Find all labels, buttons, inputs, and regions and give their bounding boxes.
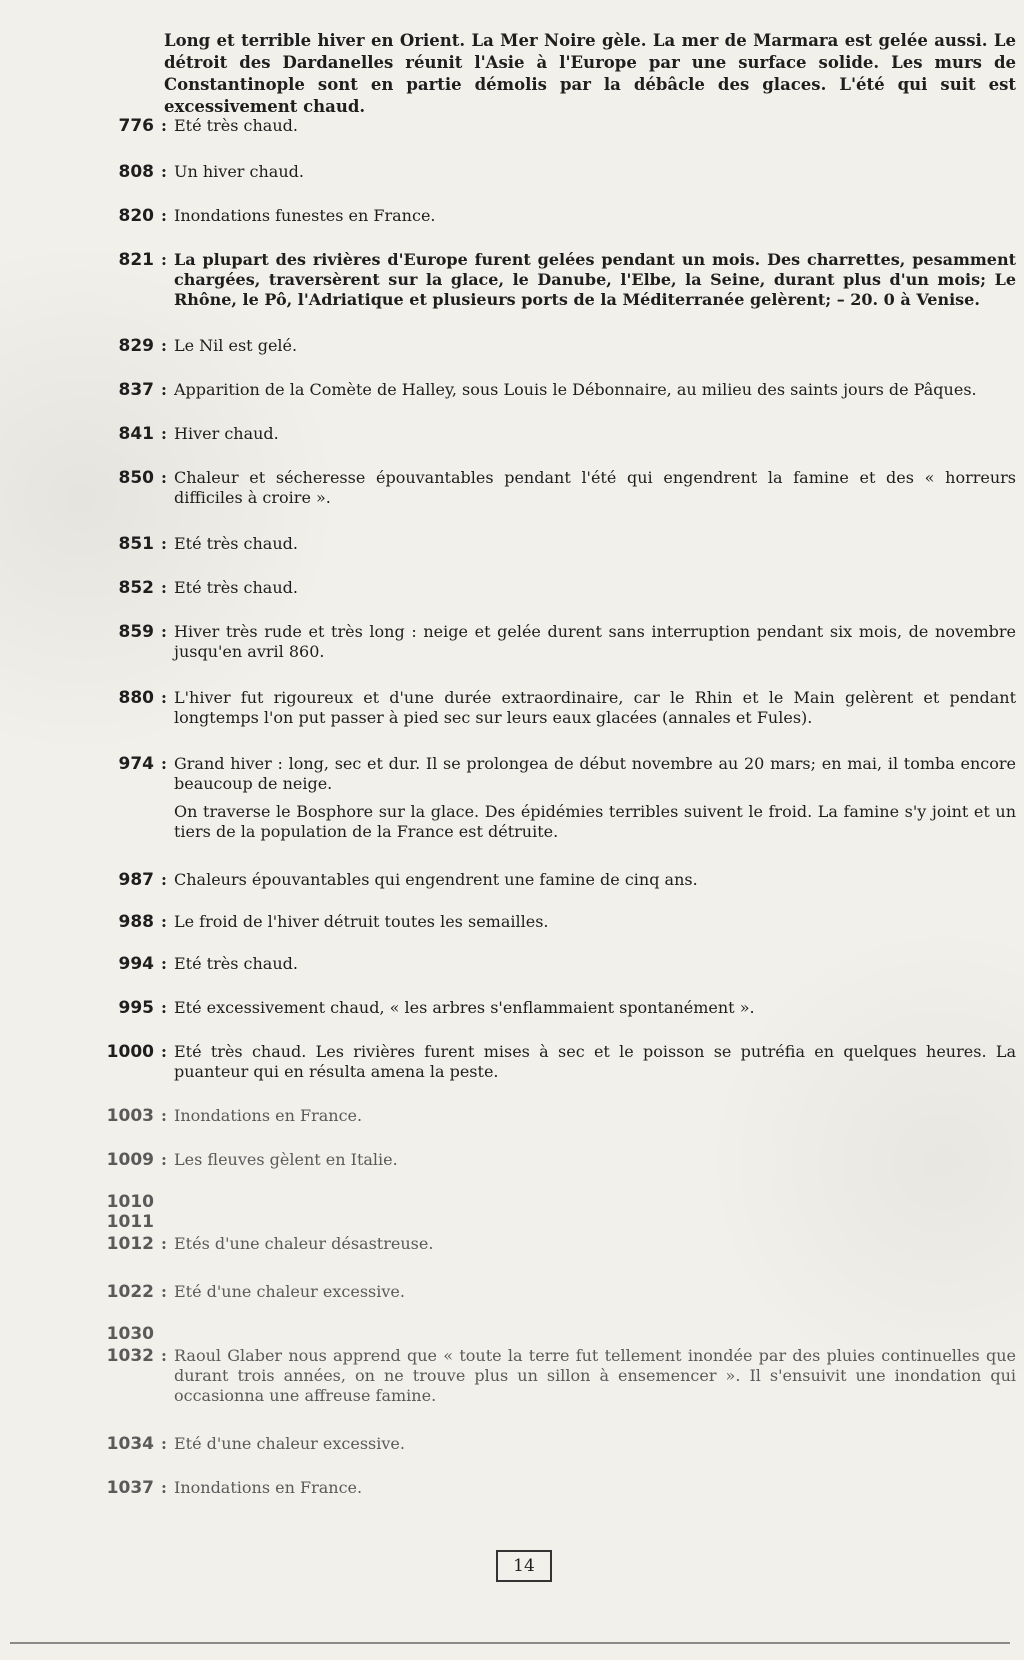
entry-separator: : [161, 688, 167, 707]
entry-year: 837 [118, 380, 154, 400]
entry-year: 880 [118, 688, 154, 708]
entry-text [174, 162, 1016, 182]
entry-year: 974 [118, 754, 154, 774]
entry-820 [90, 206, 1016, 226]
entry-837 [90, 380, 1016, 400]
entry-paragraph: L'hiver fut rigoureux et d'une durée extraordinaire, car le Rhin et le Main gelèrent et pendant longtemps l'on put passer à pied sec sur leurs eaux glacées (annales et Fules). [174, 688, 1016, 727]
entry-850 [90, 468, 1016, 508]
entry-1037 [90, 1478, 1016, 1498]
entry-paragraph: La plupart des rivières d'Europe furent gelées pendant un mois. Des charrettes, pesamment chargées, traversèrent sur la glace, le Danube, l'Elbe, la Seine, durant plus d'un mois; Le Rhône, le Pô, l'Adriatique et plusieurs ports de la Méditerranée gelèrent; – 20. 0 à Venise. [174, 250, 1016, 309]
entry-paragraph: Eté d'une chaleur excessive. [174, 1434, 405, 1453]
entry-text [174, 1282, 1016, 1302]
entry-year: 1009 [106, 1150, 154, 1170]
entry-paragraph: Chaleurs épouvantables qui engendrent une famine de cinq ans. [174, 870, 698, 889]
entry-separator: : [161, 1042, 167, 1061]
entry-separator: : [161, 1346, 167, 1365]
entry-paragraph: Eté d'une chaleur excessive. [174, 1282, 405, 1301]
entry-paragraph: Chaleur et sécheresse épouvantables pendant l'été qui engendrent la famine et des « horreurs difficiles à croire ». [174, 468, 1016, 507]
entry-paragraph: Les fleuves gèlent en Italie. [174, 1150, 398, 1169]
entry-paragraph: Eté très chaud. [174, 954, 298, 973]
entry-year: 987 [118, 870, 154, 890]
entry-1009 [90, 1150, 1016, 1170]
entry-year: 995 [118, 998, 154, 1018]
entry-859 [90, 622, 1016, 662]
entry-separator: : [161, 116, 167, 135]
entry-year: 852 [118, 578, 154, 598]
entry-1032 [90, 1346, 1016, 1406]
entry-text [174, 380, 1016, 400]
entry-808 [90, 162, 1016, 182]
year-only-1010: 1010 [106, 1192, 154, 1212]
entry-separator: : [161, 534, 167, 553]
entry-text [174, 998, 1016, 1018]
entry-text [174, 1150, 1016, 1170]
entry-988 [90, 912, 1016, 932]
entry-separator: : [161, 754, 167, 773]
entry-paragraph: Eté très chaud. [174, 534, 298, 553]
entry-text [174, 622, 1016, 662]
entry-separator: : [161, 578, 167, 597]
entry-year: 1037 [106, 1478, 154, 1498]
entry-year: 808 [118, 162, 154, 182]
year-only-1030: 1030 [106, 1324, 154, 1344]
entry-separator: : [161, 380, 167, 399]
entry-text [174, 954, 1016, 974]
entry-text [174, 1042, 1016, 1082]
entry-851 [90, 534, 1016, 554]
entry-1022 [90, 1282, 1016, 1302]
entry-1003 [90, 1106, 1016, 1126]
entry-separator: : [161, 206, 167, 225]
entry-separator: : [161, 424, 167, 443]
entry-852 [90, 578, 1016, 598]
entry-paragraph: Le Nil est gelé. [174, 336, 298, 355]
entry-year: 1012 [106, 1234, 154, 1254]
entry-year: 1003 [106, 1106, 154, 1126]
entry-paragraph: Le froid de l'hiver détruit toutes les semailles. [174, 912, 549, 931]
entry-text [174, 870, 1016, 890]
entry-text [174, 754, 1016, 842]
entry-text [174, 336, 1016, 356]
entry-separator: : [161, 1434, 167, 1453]
entry-year: 1034 [106, 1434, 154, 1454]
entry-1012 [90, 1234, 1016, 1254]
entry-995 [90, 998, 1016, 1018]
entry-text [174, 424, 1016, 444]
entry-year: 829 [118, 336, 154, 356]
entry-994 [90, 954, 1016, 974]
entry-separator: : [161, 1150, 167, 1169]
entry-1034 [90, 1434, 1016, 1454]
entry-separator: : [161, 162, 167, 181]
entry-separator: : [161, 912, 167, 931]
entry-829 [90, 336, 1016, 356]
entry-year: 988 [118, 912, 154, 932]
entry-separator: : [161, 1106, 167, 1125]
entry-year: 1022 [106, 1282, 154, 1302]
entry-separator: : [161, 1478, 167, 1497]
entry-year: 776 [118, 116, 154, 136]
entry-paragraph: Apparition de la Comète de Halley, sous Louis le Débonnaire, au milieu des saints jours de Pâques. [174, 380, 977, 399]
entry-separator: : [161, 622, 167, 641]
entry-974 [90, 754, 1016, 842]
entry-paragraph: Inondations funestes en France. [174, 206, 436, 225]
entry-paragraph: Inondations en France. [174, 1478, 363, 1497]
entry-880 [90, 688, 1016, 728]
entry-1000 [90, 1042, 1016, 1082]
entry-separator: : [161, 336, 167, 355]
entry-776 [90, 116, 1016, 136]
entry-separator: : [161, 1282, 167, 1301]
entry-text [174, 250, 1016, 310]
year-only-1011: 1011 [106, 1212, 154, 1232]
entry-paragraph: Eté très chaud. [174, 578, 298, 597]
entry-paragraph: Eté excessivement chaud, « les arbres s'enflammaient spontanément ». [174, 998, 755, 1017]
entry-separator: : [161, 468, 167, 487]
entry-text [174, 1346, 1016, 1406]
entry-text [174, 206, 1016, 226]
entry-841 [90, 424, 1016, 444]
entry-separator: : [161, 870, 167, 889]
entry-text [174, 912, 1016, 932]
entry-paragraph: Grand hiver : long, sec et dur. Il se prolongea de début novembre au 20 mars; en mai, il tomba encore beaucoup de neige. [174, 754, 1016, 793]
entry-separator: : [161, 954, 167, 973]
entry-text [174, 1234, 1016, 1254]
entry-paragraph: Raoul Glaber nous apprend que « toute la terre fut tellement inondée par des pluies continuelles que durant trois années, on ne trouve plus un sillon à ensemencer ». Il s'ensuivit une inondation qui occasionna une affreuse famine. [174, 1346, 1016, 1405]
entry-text [174, 688, 1016, 728]
entry-year: 851 [118, 534, 154, 554]
entry-year: 821 [118, 250, 154, 270]
entry-paragraph: Hiver très rude et très long : neige et gelée durent sans interruption pendant six mois, de novembre jusqu'en avril 860. [174, 622, 1016, 661]
entry-separator: : [161, 250, 167, 269]
page-number: 14 [496, 1550, 552, 1582]
entry-paragraph: Un hiver chaud. [174, 162, 304, 181]
entry-821 [90, 250, 1016, 310]
entry-text [174, 578, 1016, 598]
entry-year: 1000 [106, 1042, 154, 1062]
entry-separator: : [161, 1234, 167, 1253]
entry-year: 820 [118, 206, 154, 226]
entry-text [174, 1106, 1016, 1126]
entry-year: 841 [118, 424, 154, 444]
entry-year: 994 [118, 954, 154, 974]
entry-987 [90, 870, 1016, 890]
entry-year: 859 [118, 622, 154, 642]
entry-paragraph: Eté très chaud. [174, 116, 298, 135]
entry-year: 1032 [106, 1346, 154, 1366]
entry-year: 850 [118, 468, 154, 488]
entry-text [174, 1478, 1016, 1498]
entry-text [174, 116, 1016, 136]
bottom-rule [10, 1642, 1010, 1644]
entry-text [174, 468, 1016, 508]
entry-paragraph: On traverse le Bosphore sur la glace. Des épidémies terribles suivent le froid. La famine s'y joint et un tiers de la population de la France est détruite. [174, 802, 1016, 841]
entry-text [174, 1434, 1016, 1454]
entry-separator: : [161, 998, 167, 1017]
intro-paragraph: Long et terrible hiver en Orient. La Mer Noire gèle. La mer de Marmara est gelée aussi. Le détroit des Dardanelles réunit l'Asie à l'Europe par une surface solide. Les murs de Constantinople sont en partie démolis par la débâcle des glaces. L'été qui suit est excessivement chaud. [164, 31, 1016, 116]
entry-paragraph: Eté très chaud. Les rivières furent mises à sec et le poisson se putréfia en quelques heures. La puanteur qui en résulta amena la peste. [174, 1042, 1016, 1081]
entry-paragraph: Etés d'une chaleur désastreuse. [174, 1234, 434, 1253]
entry-paragraph: Inondations en France. [174, 1106, 363, 1125]
entry-text [174, 534, 1016, 554]
entry-paragraph: Hiver chaud. [174, 424, 279, 443]
